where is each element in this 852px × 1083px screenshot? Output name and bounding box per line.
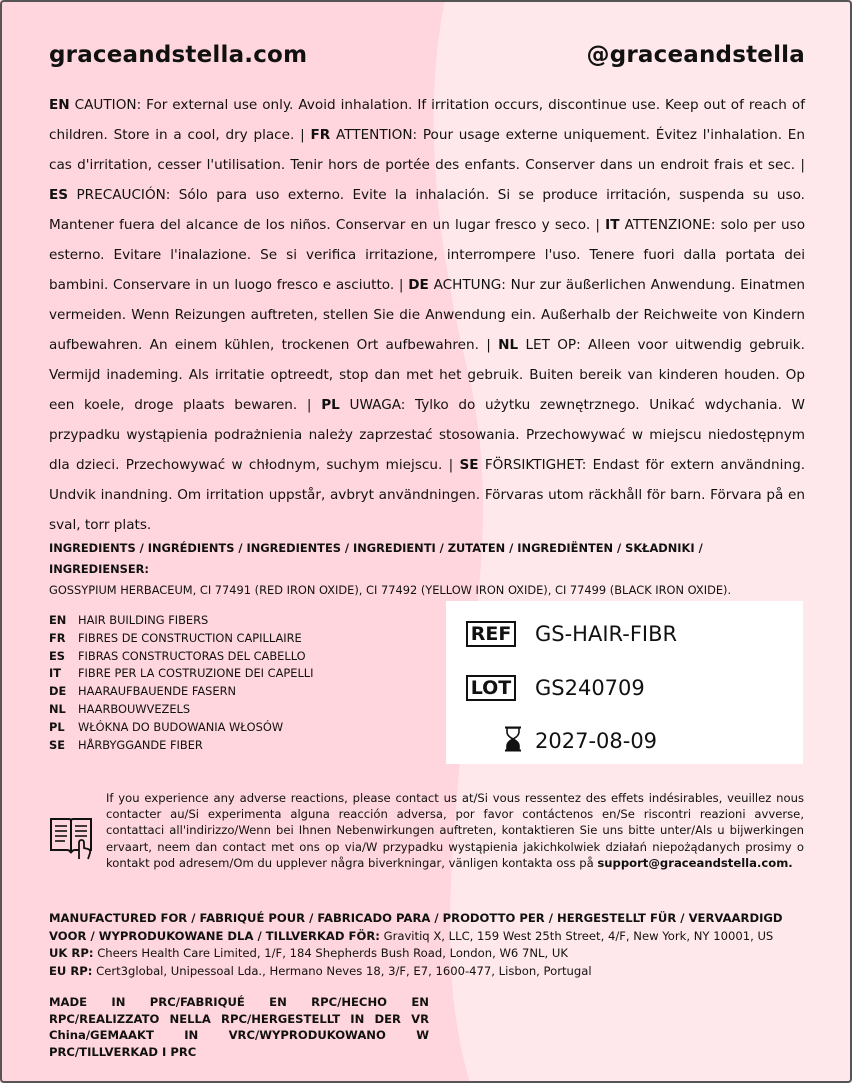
warning-nl: LET OP: Alleen voor uitwendig gebruik. Vermijd inademing. Als irritatie optreedt, stop dan met het gebruik. Buiten bereik van kinderen houden. Op een koele, droge plaats bewaren.	[49, 337, 805, 413]
lang-code-pl: PL	[321, 397, 340, 413]
separator: |	[306, 397, 312, 413]
list-item	[49, 665, 429, 683]
eu-rp-label: EU RP:	[49, 963, 93, 978]
hourglass-icon	[504, 726, 522, 752]
product-name: FIBRES DE CONSTRUCTION CAPILLAIRE	[78, 630, 302, 645]
caution-text	[49, 90, 805, 540]
ref-value: GS-HAIR-FIBR	[535, 622, 678, 646]
list-item	[49, 648, 429, 666]
lang-code-es: ES	[49, 187, 69, 203]
lang-code-de: DE	[408, 277, 429, 293]
uk-rp-address: Cheers Health Care Limited, 1/F, 184 Shepherds Bush Road, London, W6 7NL, UK	[97, 946, 568, 960]
lang-code: ES	[49, 648, 65, 663]
lang-code-nl: NL	[498, 337, 519, 353]
warning-it: ATTENZIONE: solo per uso esterno. Evitare l'inalazione. Se si verifica irritazione, interrompere l'uso. Tenere fuori dalla portata dei bambini. Conservare in un luogo fresco e asciutto.	[49, 217, 806, 293]
separator: |	[448, 457, 454, 473]
manufacturer-address: Gravitiq X, LLC, 159 West 25th Street, 4/F, New York, NY 10001, US	[383, 928, 774, 943]
lang-code-it: IT	[605, 217, 620, 233]
ingredients-list: GOSSYPIUM HERBACEUM, CI 77491 (RED IRON OXIDE), CI 77492 (YELLOW IRON OXIDE), CI 77499 (BLACK IRON OXIDE).	[49, 583, 732, 597]
lot-symbol: LOT	[466, 675, 516, 701]
separator: |	[595, 217, 600, 233]
product-name: HAIR BUILDING FIBERS	[78, 613, 209, 627]
separator: |	[300, 127, 305, 143]
ingredients-heading: INGREDIENTS / INGRÉDIENTS / INGREDIENTES / INGREDIENTI / ZUTATEN / INGREDIËNTEN / SKŁADNIKI / INGREDIENSER:	[49, 541, 703, 576]
product-name: FIBRAS CONSTRUCTORAS DEL CABELLO	[78, 648, 306, 663]
product-name: HAARBOUWVEZELS	[78, 701, 191, 716]
lang-code: EN	[49, 613, 67, 627]
expiry-date: 2027-08-09	[535, 729, 658, 753]
website-link[interactable]: graceandstella.com	[49, 42, 308, 68]
list-item	[49, 719, 429, 737]
list-item	[49, 683, 429, 701]
manufactured-for-label: MANUFACTURED FOR / FABRIQUÉ POUR / FABRICADO PARA / PRODOTTO PER / HERGESTELLT FÜR / VERVAARDIGD VOOR / WYPRODUKOWANE DLA / TILLVERKAD FÖR:	[49, 911, 783, 943]
warning-es: PRECAUCIÓN: Sólo para uso externo. Evite la inhalación. Si se produce irritación, suspenda su uso. Mantener fuera del alcance de los niños. Conservar en un lugar fresco y seco.	[49, 187, 806, 233]
uk-rp-label: UK RP:	[49, 946, 94, 960]
contact-text: If you experience any adverse reactions, please contact us at/Si vous ressentez des effets indésirables, veuillez nous contacter au/Si experimenta alguna reacción adversa, por favor contáctenos en/Se riscontri reazioni avverse, contattaci all'indirizzo/Wenn bei Ihnen Nebenwirkungen auftreten, kontaktieren Sie uns bitte unter/Als u bijwerkingen ervaart, neem dan contact met ons op via/W przypadku wystąpienia jakichkolwiek działań niepożądanych prosimy o kontakt pod adresem/Om du upplever några biverkningar, vänligen kontakta oss på	[106, 791, 804, 870]
list-item	[49, 701, 429, 719]
instructions-book-icon	[49, 815, 93, 861]
product-name: WŁÓKNA DO BUDOWANIA WŁOSÓW	[78, 719, 284, 734]
ref-symbol: REF	[466, 621, 516, 647]
manufacturer-info	[49, 910, 805, 980]
lang-code: SE	[49, 737, 65, 752]
lang-code: NL	[49, 701, 66, 716]
ingredients-section	[49, 538, 805, 601]
lang-code-fr: FR	[310, 127, 331, 143]
lang-code-se: SE	[459, 457, 479, 473]
separator: |	[398, 277, 404, 293]
warning-fr: ATTENTION: Pour usage externe uniquement. Évitez l'inhalation. En cas d'irritation, cesser l'utilisation. Tenir hors de portée des enfants. Conserver dans un endroit frais et sec.	[49, 127, 805, 173]
list-item	[49, 737, 429, 755]
lang-code-en: EN	[49, 97, 70, 113]
lot-value: GS240709	[535, 676, 645, 700]
warning-de: ACHTUNG: Nur zur äußerlichen Anwendung. Einatmen vermeiden. Wenn Reizungen auftreten, stellen Sie die Anwendung ein. Außerhalb der Reichweite von Kindern aufbewahren. An einem kühlen, trockenen Ort aufbewahren.	[49, 277, 805, 353]
lang-code: IT	[49, 666, 62, 681]
warning-en: CAUTION: For external use only. Avoid inhalation. If irritation occurs, discontinue use. Keep out of reach of children. Store in a cool, dry place.	[49, 97, 805, 143]
made-in-statement: MADE IN PRC/FABRIQUÉ EN RPC/HECHO EN RPC/REALIZZATO NELLA RPC/HERGESTELLT IN DER VR China/GEMAAKT IN VRC/WYPRODUKOWANO W PRC/TILLVERKAD I PRC	[49, 995, 429, 1059]
adverse-reaction-contact	[106, 790, 804, 871]
product-label-box	[446, 601, 803, 764]
social-handle: @graceandstella	[586, 42, 805, 68]
lang-code: DE	[49, 684, 67, 699]
lang-code: PL	[49, 719, 65, 734]
product-name: FIBRE PER LA COSTRUZIONE DEI CAPELLI	[78, 666, 314, 681]
product-name: HÅRBYGGANDE FIBER	[78, 737, 203, 752]
product-names	[49, 612, 429, 754]
product-name: HAARAUFBAUENDE FASERN	[78, 684, 237, 699]
eu-rp-address: Cert3global, Unipessoal Lda., Hermano Neves 18, 3/F, E7, 1600-477, Lisbon, Portugal	[96, 963, 592, 978]
list-item	[49, 612, 429, 630]
header	[49, 42, 805, 76]
lang-code: FR	[49, 630, 66, 645]
separator: |	[800, 157, 805, 173]
list-item	[49, 630, 429, 648]
support-email[interactable]: support@graceandstella.com.	[597, 855, 793, 870]
separator: |	[486, 337, 491, 353]
warning-pl: UWAGA: Tylko do użytku zewnętrznego. Unikać wdychania. W przypadku wystąpienia podrażnienia należy zaprzestać stosowania. Przechowywać w miejscu niedostępnym dla dzieci. Przechowywać w chłodnym, suchym miejscu.	[49, 397, 805, 473]
warning-se: FÖRSIKTIGHET: Endast för extern användning. Undvik inandning. Om irritation uppstår, avbryt användningen. Förvaras utom räckhåll för barn. Förvara på en sval, torr plats.	[49, 457, 806, 533]
